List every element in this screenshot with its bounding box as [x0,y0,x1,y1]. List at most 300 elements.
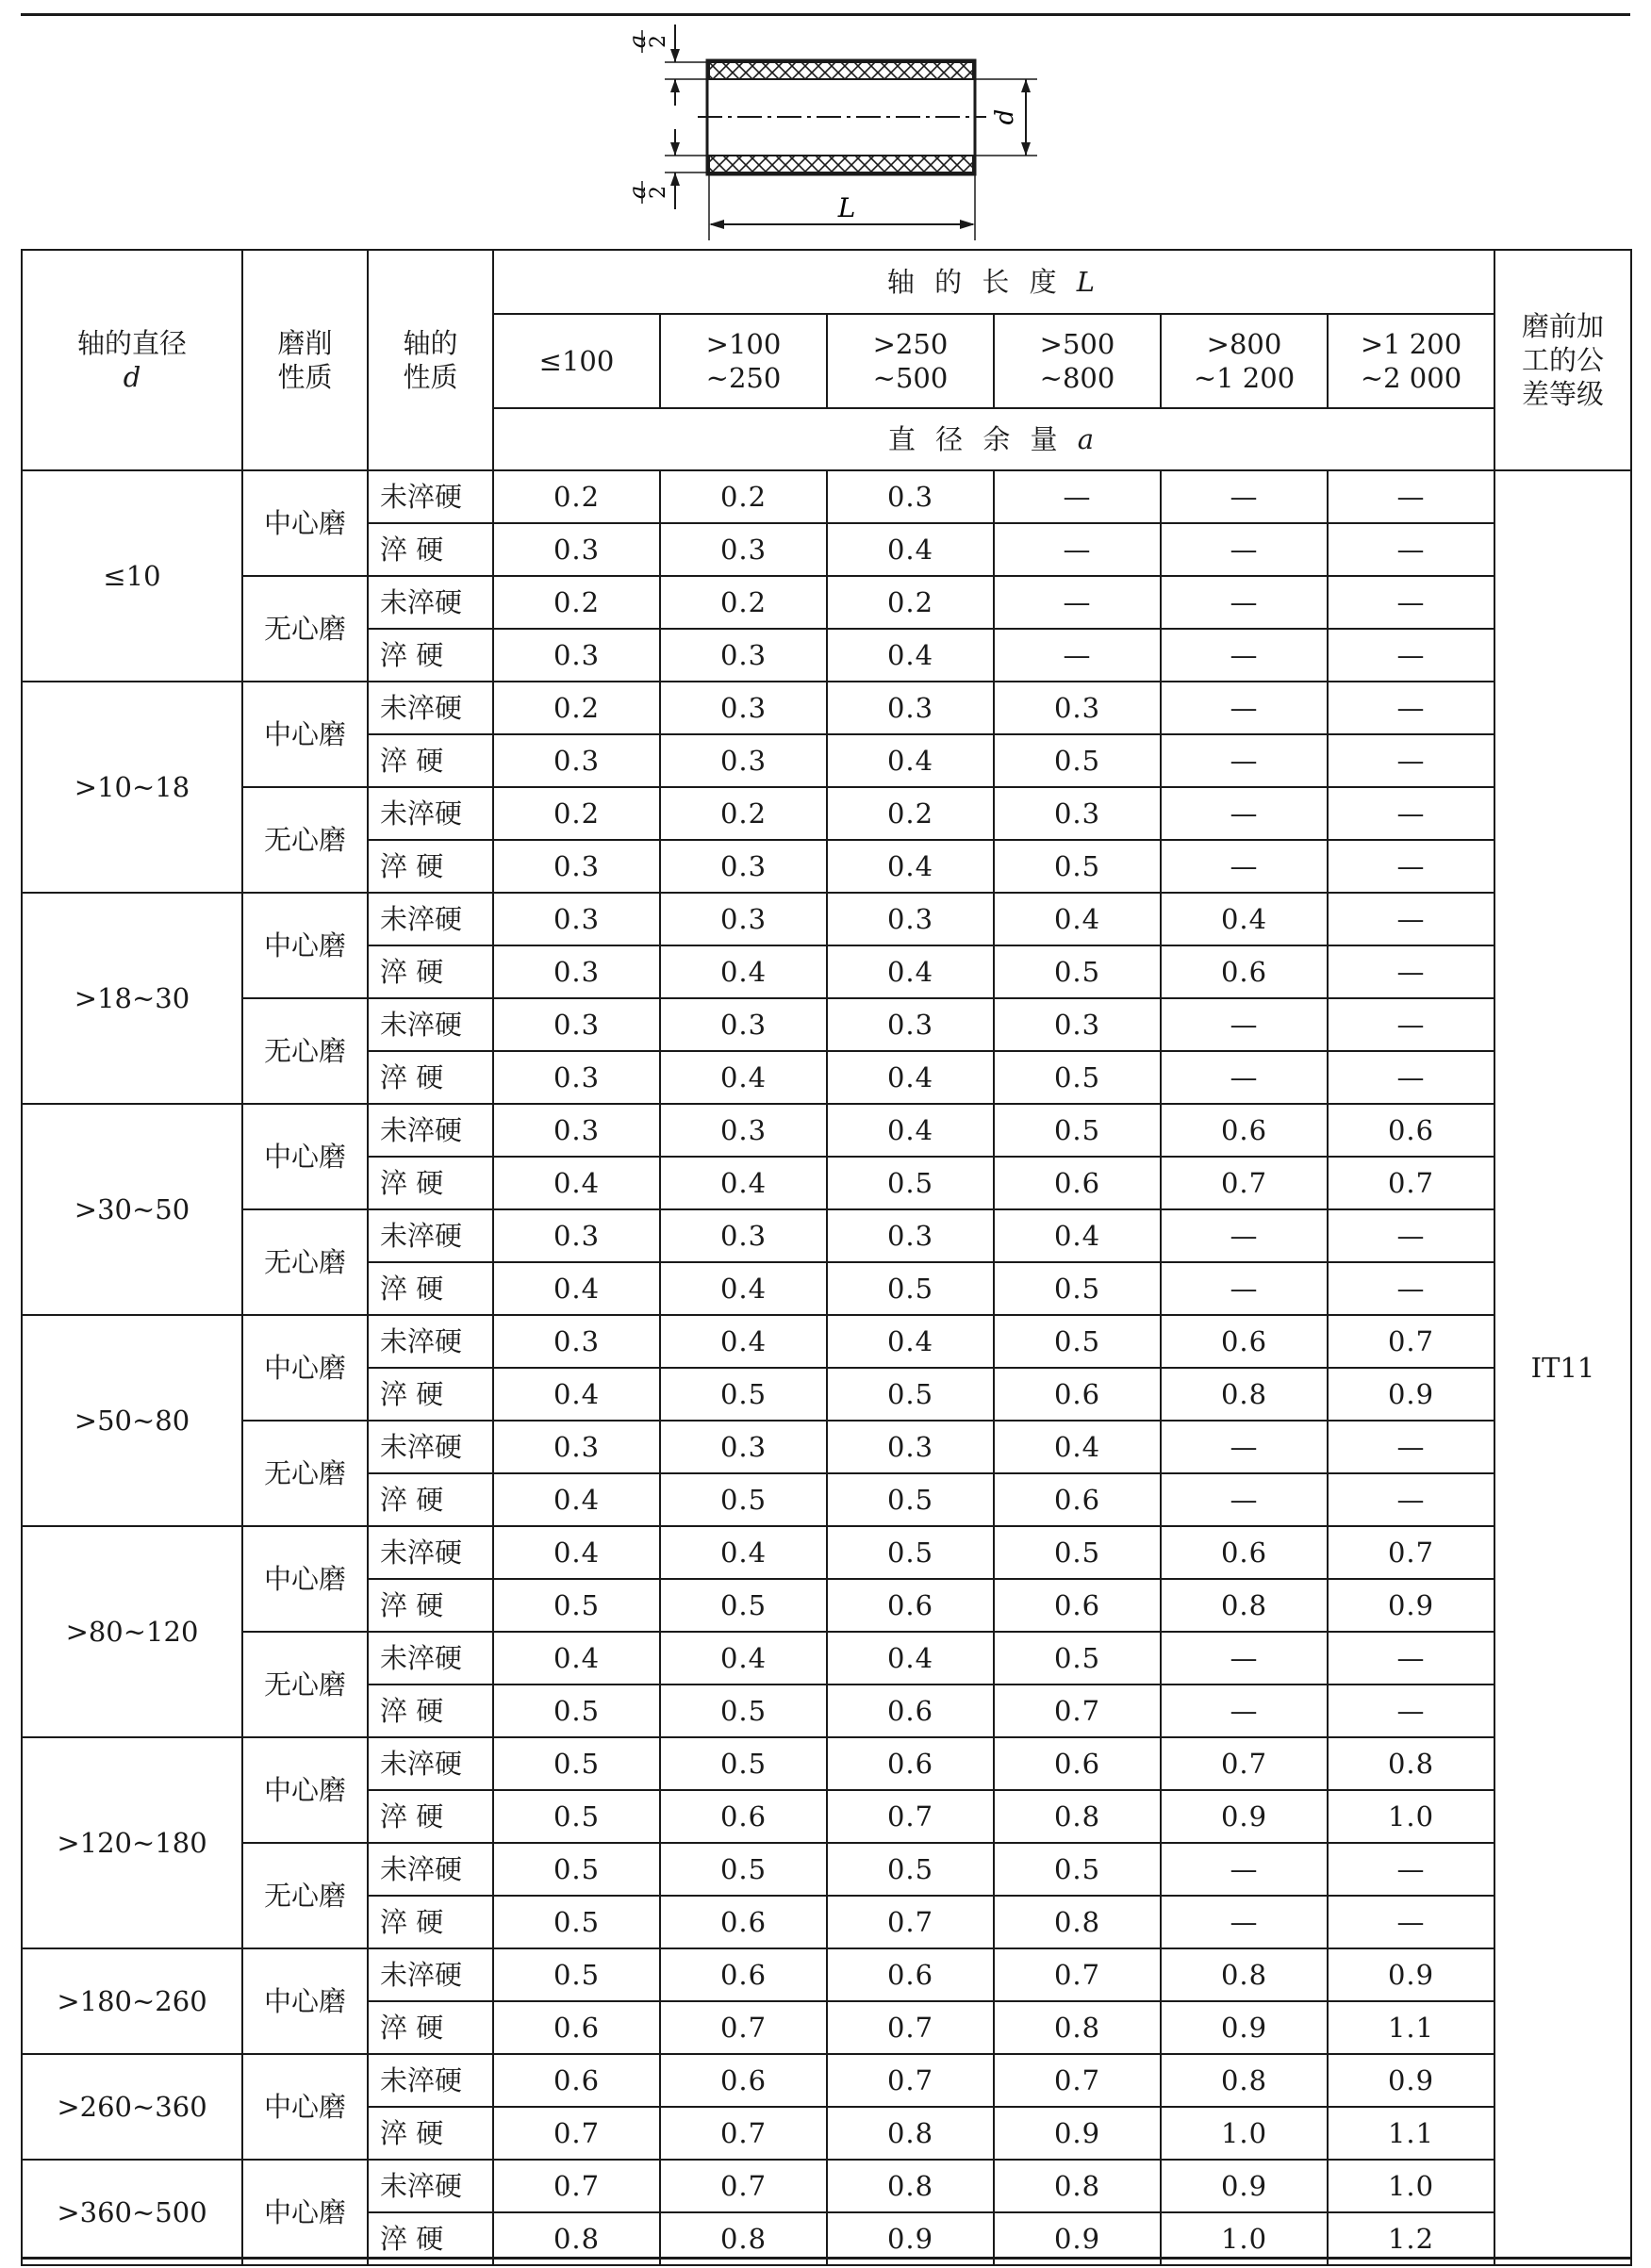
allowance-value-cell: 0.4 [827,734,994,787]
allowance-value-cell: 0.4 [994,893,1161,945]
tolerance-grade-cell: IT11 [1494,470,1631,2265]
allowance-value-cell: 0.3 [493,945,660,998]
allowance-value-cell: 0.3 [493,523,660,576]
header-tolerance-line3: 差等级 [1521,378,1604,411]
allowance-value-cell: 0.4 [827,1051,994,1104]
allowance-value-cell: 0.5 [994,1262,1161,1315]
allowance-value-cell: 0.5 [660,1843,827,1896]
grinding-method-cell: 无心磨 [242,1421,368,1526]
treatment-cell: 未淬硬 [368,2160,493,2212]
allowance-value-cell: — [1161,1843,1328,1896]
allowance-value-cell: 0.9 [1328,1368,1494,1421]
header-length-range-line1: ≤100 [538,344,615,377]
table-row [22,998,1631,1051]
header-length-range [1161,314,1328,408]
grinding-allowance-table [21,249,1632,2266]
allowance-value-cell: 0.6 [1161,1315,1328,1368]
allowance-value-cell: 0.4 [827,523,994,576]
allowance-value-cell: 0.3 [660,523,827,576]
allowance-value-cell: — [1328,787,1494,840]
allowance-value-cell: 0.4 [493,1632,660,1685]
diameter-range-cell: >180~260 [22,1948,242,2054]
allowance-value-cell: 0.5 [493,1790,660,1843]
grinding-method-cell: 中心磨 [242,2160,368,2265]
treatment-cell: 淬 硬 [368,1051,493,1104]
grinding-method-cell: 中心磨 [242,1315,368,1421]
allowance-value-cell: — [1161,523,1328,576]
allowance-value-cell: — [1161,1209,1328,1262]
allowance-value-cell: 0.7 [827,1790,994,1843]
allowance-value-cell: 0.4 [827,945,994,998]
header-length-range-line2: ~500 [872,362,949,394]
treatment-cell: 未淬硬 [368,682,493,734]
allowance-value-cell: 0.3 [660,840,827,893]
allowance-value-cell: 0.3 [994,787,1161,840]
allowance-value-cell: 0.7 [493,2107,660,2160]
allowance-value-cell: 0.9 [994,2212,1161,2265]
allowance-value-cell: 0.8 [1161,1368,1328,1421]
allowance-value-cell: 0.5 [660,1685,827,1737]
allowance-value-cell: 1.1 [1328,2001,1494,2054]
allowance-value-cell: 0.8 [994,1790,1161,1843]
grinding-method-cell: 无心磨 [242,576,368,682]
allowance-value-cell: 0.6 [1161,945,1328,998]
allowance-value-cell: 0.2 [660,470,827,523]
allowance-value-cell: 0.7 [1161,1157,1328,1209]
allowance-value-cell: — [1161,787,1328,840]
treatment-cell: 未淬硬 [368,1315,493,1368]
allowance-value-cell: 0.4 [1161,893,1328,945]
table-row [22,1737,1631,1790]
table-row [22,787,1631,840]
table-row [22,1315,1631,1368]
table-row [22,1632,1631,1685]
allowance-value-cell: — [1161,1262,1328,1315]
allowance-value-cell: 0.7 [994,1948,1161,2001]
allowance-value-cell: 0.3 [493,893,660,945]
allowance-value-cell: 0.5 [994,734,1161,787]
header-diameter-label: 轴的直径 [76,326,187,359]
header-length-group [493,250,1494,314]
allowance-value-cell: 0.5 [994,840,1161,893]
allowance-value-cell: 0.3 [493,1315,660,1368]
allowance-band-bottom [709,156,973,173]
allowance-value-cell: — [1328,840,1494,893]
allowance-value-cell: 0.4 [493,1473,660,1526]
diameter-range-cell: >18~30 [22,893,242,1104]
allowance-value-cell: 1.0 [1161,2212,1328,2265]
header-method-line2: 性质 [277,361,333,393]
allowance-value-cell: — [1161,1896,1328,1948]
allowance-value-cell: 0.4 [660,1632,827,1685]
allowance-value-cell: 0.4 [493,1262,660,1315]
treatment-cell: 淬 硬 [368,1896,493,1948]
allowance-value-cell: — [1161,576,1328,629]
grinding-method-cell: 无心磨 [242,998,368,1104]
diameter-range-cell: >260~360 [22,2054,242,2160]
allowance-value-cell: 0.3 [493,840,660,893]
allowance-value-cell: — [994,470,1161,523]
allowance-value-cell: 1.0 [1161,2107,1328,2160]
allowance-value-cell: 0.8 [493,2212,660,2265]
treatment-cell: 未淬硬 [368,1209,493,1262]
allowance-value-cell: 0.5 [994,1104,1161,1157]
allowance-value-cell: 0.4 [660,945,827,998]
treatment-cell: 淬 硬 [368,734,493,787]
header-length-label: 轴 的 长 度 [886,265,1063,298]
allowance-value-cell: 0.7 [994,2054,1161,2107]
treatment-cell: 淬 硬 [368,2107,493,2160]
allowance-value-cell: — [1161,1473,1328,1526]
label-two-top: 2 [647,35,670,48]
allowance-value-cell: 0.3 [660,682,827,734]
treatment-cell: 淬 硬 [368,945,493,998]
allowance-value-cell: — [1161,470,1328,523]
allowance-value-cell: — [1161,998,1328,1051]
allowance-value-cell: 0.5 [994,945,1161,998]
header-allowance-symbol: a [1077,422,1100,455]
allowance-value-cell: — [1328,1685,1494,1737]
allowance-value-cell: — [1328,576,1494,629]
allowance-value-cell: — [1328,1262,1494,1315]
allowance-value-cell: 0.5 [994,1843,1161,1896]
allowance-value-cell: 0.2 [493,787,660,840]
allowance-value-cell: 0.4 [660,1051,827,1104]
allowance-value-cell: 0.2 [827,787,994,840]
treatment-cell: 未淬硬 [368,1737,493,1790]
allowance-value-cell: 0.4 [994,1209,1161,1262]
grinding-method-cell: 中心磨 [242,2054,368,2160]
allowance-value-cell: 0.3 [827,998,994,1051]
allowance-value-cell: 1.0 [1328,2160,1494,2212]
allowance-value-cell: 0.4 [660,1315,827,1368]
grinding-method-cell: 中心磨 [242,1526,368,1632]
allowance-value-cell: 0.8 [827,2107,994,2160]
label-two-bottom: 2 [647,186,670,199]
allowance-value-cell: 0.4 [827,840,994,893]
allowance-value-cell: 0.5 [493,1896,660,1948]
allowance-value-cell: 0.9 [1328,1948,1494,2001]
allowance-value-cell: 0.6 [994,1579,1161,1632]
header-treatment [368,250,493,470]
allowance-value-cell: 0.8 [994,2160,1161,2212]
allowance-value-cell: — [1328,1896,1494,1948]
grinding-method-cell: 中心磨 [242,682,368,787]
allowance-value-cell: 0.8 [1161,1579,1328,1632]
grinding-method-cell: 中心磨 [242,1737,368,1843]
allowance-value-cell: 0.8 [1161,1948,1328,2001]
diameter-range-cell: >30~50 [22,1104,242,1315]
allowance-value-cell: 0.7 [493,2160,660,2212]
allowance-value-cell: 0.9 [1161,2001,1328,2054]
table-row [22,1843,1631,1896]
diameter-range-cell: >50~80 [22,1315,242,1526]
allowance-value-cell: 0.7 [660,2001,827,2054]
allowance-value-cell: 0.9 [827,2212,994,2265]
allowance-value-cell: 0.7 [660,2107,827,2160]
table-bottom-rule [21,2257,1630,2260]
treatment-cell: 淬 硬 [368,2212,493,2265]
allowance-value-cell: — [1328,1051,1494,1104]
allowance-value-cell: — [994,629,1161,682]
allowance-value-cell: 0.3 [660,1209,827,1262]
allowance-value-cell: — [1161,734,1328,787]
grinding-method-cell: 中心磨 [242,1948,368,2054]
allowance-value-cell: 0.3 [660,1104,827,1157]
label-L: L [837,192,856,223]
treatment-cell: 未淬硬 [368,1948,493,2001]
allowance-value-cell: 0.6 [493,2001,660,2054]
allowance-value-cell: 0.3 [493,1421,660,1473]
header-length-range-line1: >800 [1206,327,1282,360]
header-length-range [827,314,994,408]
treatment-cell: 未淬硬 [368,893,493,945]
allowance-value-cell: 0.5 [660,1473,827,1526]
allowance-value-cell: — [1328,523,1494,576]
allowance-value-cell: 0.7 [827,2054,994,2107]
allowance-value-cell: — [994,523,1161,576]
allowance-value-cell: 0.6 [827,1948,994,2001]
allowance-value-cell: 0.4 [660,1526,827,1579]
allowance-value-cell: 0.7 [827,2001,994,2054]
table-row [22,2054,1631,2107]
header-method-line1: 磨削 [277,326,333,359]
allowance-value-cell: 0.8 [994,1896,1161,1948]
allowance-value-cell: 0.5 [493,1948,660,2001]
allowance-value-cell: — [1161,1685,1328,1737]
treatment-cell: 淬 硬 [368,1368,493,1421]
allowance-value-cell: 0.4 [827,1315,994,1368]
allowance-value-cell: 1.2 [1328,2212,1494,2265]
shaft-sleeve-diagram [0,0,1651,249]
allowance-value-cell: 0.8 [1161,2054,1328,2107]
allowance-value-cell: 0.3 [994,682,1161,734]
allowance-value-cell: 0.5 [827,1262,994,1315]
header-diameter-symbol: d [123,361,141,393]
header-length-symbol: L [1076,265,1101,298]
treatment-cell: 淬 硬 [368,1262,493,1315]
allowance-value-cell: 0.9 [1328,2054,1494,2107]
allowance-value-cell: 0.3 [493,998,660,1051]
allowance-value-cell: 0.6 [827,1737,994,1790]
allowance-value-cell: 0.3 [660,998,827,1051]
allowance-value-cell: — [994,576,1161,629]
header-length-range [994,314,1161,408]
allowance-value-cell: 0.3 [660,629,827,682]
header-length-range-line1: >100 [705,327,782,360]
allowance-value-cell: 0.3 [660,893,827,945]
allowance-value-cell: — [1161,840,1328,893]
allowance-value-cell: 0.5 [827,1843,994,1896]
allowance-value-cell: — [1161,1051,1328,1104]
allowance-value-cell: 0.6 [660,2054,827,2107]
allowance-value-cell: — [1328,1209,1494,1262]
allowance-value-cell: 0.4 [493,1157,660,1209]
allowance-value-cell: 0.8 [827,2160,994,2212]
treatment-cell: 淬 硬 [368,840,493,893]
diameter-range-cell: >360~500 [22,2160,242,2265]
allowance-value-cell: 0.4 [827,1632,994,1685]
header-allowance-label: 直 径 余 量 [887,422,1064,455]
allowance-value-cell: 0.3 [827,1209,994,1262]
allowance-value-cell: 0.5 [994,1632,1161,1685]
header-treatment-line1: 轴的 [403,326,458,359]
allowance-value-cell: 0.3 [493,1209,660,1262]
table-row [22,1209,1631,1262]
treatment-cell: 未淬硬 [368,576,493,629]
header-length-range [493,314,660,408]
treatment-cell: 淬 硬 [368,2001,493,2054]
allowance-value-cell: 0.5 [493,1737,660,1790]
allowance-value-cell: 0.3 [660,1421,827,1473]
diameter-range-cell: ≤10 [22,470,242,682]
treatment-cell: 未淬硬 [368,1526,493,1579]
grinding-method-cell: 中心磨 [242,1104,368,1209]
table-row [22,682,1631,734]
header-length-range-line1: >250 [872,327,949,360]
allowance-value-cell: 0.6 [827,1685,994,1737]
header-length-range [1328,314,1494,408]
allowance-value-cell: 0.5 [827,1157,994,1209]
allowance-value-cell: 0.4 [827,1104,994,1157]
treatment-cell: 未淬硬 [368,470,493,523]
header-tolerance-line1: 磨前加 [1521,309,1604,342]
allowance-value-cell: 0.7 [994,1685,1161,1737]
treatment-cell: 淬 硬 [368,1473,493,1526]
treatment-cell: 未淬硬 [368,1843,493,1896]
allowance-value-cell: 0.4 [493,1368,660,1421]
allowance-value-cell: — [1161,1632,1328,1685]
allowance-value-cell: — [1328,945,1494,998]
allowance-value-cell: 0.6 [994,1737,1161,1790]
allowance-value-cell: 0.3 [827,470,994,523]
allowance-value-cell: 0.5 [827,1368,994,1421]
allowance-value-cell: — [1328,629,1494,682]
header-length-range [660,314,827,408]
allowance-value-cell: 0.4 [660,1262,827,1315]
allowance-value-cell: 0.7 [1161,1737,1328,1790]
allowance-value-cell: 0.5 [493,1685,660,1737]
diameter-range-cell: >10~18 [22,682,242,893]
table-row [22,2160,1631,2212]
allowance-value-cell: 1.0 [1328,1790,1494,1843]
header-length-range-line2: ~250 [705,362,782,394]
header-length-range-line2: ~1 200 [1193,362,1296,394]
allowance-value-cell: — [1328,1421,1494,1473]
header-tolerance-line2: 工的公 [1521,343,1604,376]
allowance-value-cell: 0.5 [994,1051,1161,1104]
label-a-top: a [624,34,651,49]
header-method [242,250,368,470]
header-length-range-line1: >1 200 [1360,327,1462,360]
allowance-value-cell: — [1328,998,1494,1051]
allowance-value-cell: 0.4 [994,1421,1161,1473]
allowance-band-top [709,62,973,79]
allowance-value-cell: 0.3 [827,1421,994,1473]
treatment-cell: 未淬硬 [368,2054,493,2107]
allowance-value-cell: 0.5 [827,1473,994,1526]
allowance-value-cell: 0.6 [660,1948,827,2001]
header-allowance [493,408,1494,470]
allowance-value-cell: 0.5 [994,1526,1161,1579]
allowance-value-cell: 0.3 [493,629,660,682]
allowance-value-cell: 0.2 [660,787,827,840]
allowance-value-cell: 0.2 [660,576,827,629]
allowance-value-cell: 0.5 [660,1579,827,1632]
table-row [22,1421,1631,1473]
allowance-value-cell: 0.7 [1328,1157,1494,1209]
allowance-value-cell: — [1328,893,1494,945]
allowance-value-cell: 0.3 [493,734,660,787]
allowance-value-cell: 0.6 [493,2054,660,2107]
table-row [22,1526,1631,1579]
label-d: d [991,108,1019,125]
treatment-cell: 未淬硬 [368,787,493,840]
allowance-value-cell: 0.3 [493,1051,660,1104]
allowance-value-cell: 0.2 [493,470,660,523]
table-row [22,1948,1631,2001]
allowance-value-cell: 0.3 [827,893,994,945]
allowance-value-cell: 0.5 [493,1843,660,1896]
treatment-cell: 淬 硬 [368,1157,493,1209]
allowance-value-cell: 0.6 [827,1579,994,1632]
allowance-value-cell: 0.6 [1328,1104,1494,1157]
treatment-cell: 未淬硬 [368,1104,493,1157]
allowance-value-cell: — [1328,470,1494,523]
grinding-method-cell: 无心磨 [242,1632,368,1737]
allowance-value-cell: 0.6 [1161,1104,1328,1157]
treatment-cell: 淬 硬 [368,1790,493,1843]
header-length-range-line1: >500 [1039,327,1115,360]
table-row [22,1104,1631,1157]
grinding-method-cell: 中心磨 [242,893,368,998]
allowance-value-cell: 1.1 [1328,2107,1494,2160]
allowance-value-cell: 0.5 [493,1579,660,1632]
allowance-value-cell: 0.3 [493,1104,660,1157]
treatment-cell: 淬 硬 [368,629,493,682]
allowance-value-cell: 0.4 [493,1526,660,1579]
allowance-value-cell: — [1328,1843,1494,1896]
allowance-value-cell: — [1161,629,1328,682]
allowance-value-cell: 0.7 [1328,1526,1494,1579]
allowance-value-cell: 0.9 [1161,1790,1328,1843]
allowance-value-cell: 0.6 [660,1896,827,1948]
allowance-value-cell: 0.7 [827,1896,994,1948]
header-tolerance [1494,250,1631,470]
header-length-range-line2: ~2 000 [1360,362,1462,394]
allowance-value-cell: — [1328,1632,1494,1685]
treatment-cell: 未淬硬 [368,1632,493,1685]
allowance-value-cell: 0.8 [994,2001,1161,2054]
allowance-value-cell: — [1328,682,1494,734]
label-a-bottom: a [624,185,651,200]
table-row [22,470,1631,523]
allowance-value-cell: — [1161,682,1328,734]
allowance-value-cell: 0.5 [827,1526,994,1579]
allowance-value-cell: 0.9 [1161,2160,1328,2212]
table-row [22,576,1631,629]
grinding-method-cell: 中心磨 [242,470,368,576]
diameter-range-cell: >120~180 [22,1737,242,1948]
allowance-value-cell: 0.3 [827,682,994,734]
treatment-cell: 淬 硬 [368,1579,493,1632]
allowance-value-cell: 0.4 [827,629,994,682]
allowance-value-cell: 0.6 [994,1473,1161,1526]
treatment-cell: 淬 硬 [368,523,493,576]
table-row [22,893,1631,945]
allowance-value-cell: 0.5 [660,1737,827,1790]
allowance-value-cell: 0.2 [493,682,660,734]
